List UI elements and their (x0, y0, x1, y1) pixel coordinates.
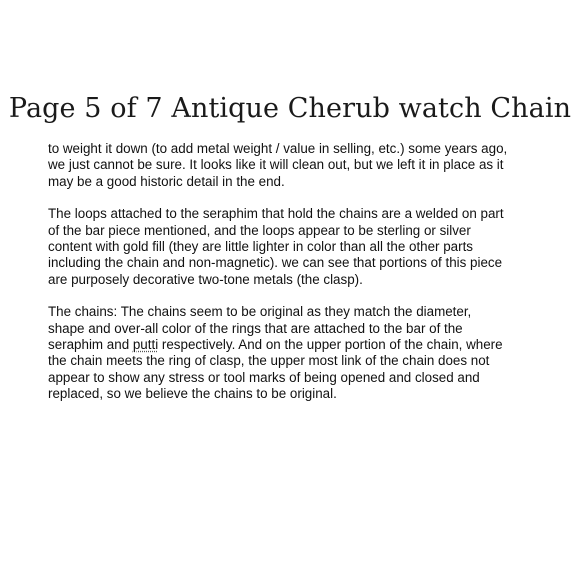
text-line: to weight it down (to add metal weight / value in selling, etc.) some years ago, (48, 141, 508, 156)
document-body (48, 141, 548, 419)
text-line: The loops attached to the seraphim that hold the chains are a welded on part (48, 206, 504, 222)
underlined-word: putti (132, 337, 159, 353)
text-line: are purposely decorative two-tone metals (the clasp). (48, 271, 363, 287)
paragraph-weight (48, 141, 548, 190)
text-line: of the bar piece mentioned, and the loops appear to be sterling or silver (48, 222, 471, 238)
text-line: content with gold fill (they are little lighter in color than all the other parts (48, 239, 474, 255)
page-title: Page 5 of 7 Antique Cherub watch Chain (8, 93, 572, 124)
text-line: The chains: The chains seem to be original as they match the diameter, (48, 304, 472, 320)
text-line: may be a good historic detail in the end. (48, 173, 285, 189)
text-fragment: respectively. And on the upper portion of the chain, where (158, 337, 503, 353)
text-line: the chain meets the ring of clasp, the upper most link of the chain does not (48, 353, 490, 369)
text-line-with-underline (48, 337, 548, 353)
text-line: including the chain and non-magnetic). we can see that portions of this piece (48, 255, 503, 271)
paragraph-chains (48, 304, 548, 402)
paragraph-loops (48, 206, 548, 288)
text-line: appear to show any stress or tool marks of being opened and closed and (48, 369, 480, 385)
text-line: we just cannot be sure. It looks like it will clean out, but we left it in place as it (48, 157, 504, 173)
text-fragment: seraphim and (48, 337, 133, 353)
text-line: shape and over-all color of the rings that are attached to the bar of the (48, 320, 463, 336)
text-line: replaced, so we believe the chains to be original. (48, 386, 337, 402)
